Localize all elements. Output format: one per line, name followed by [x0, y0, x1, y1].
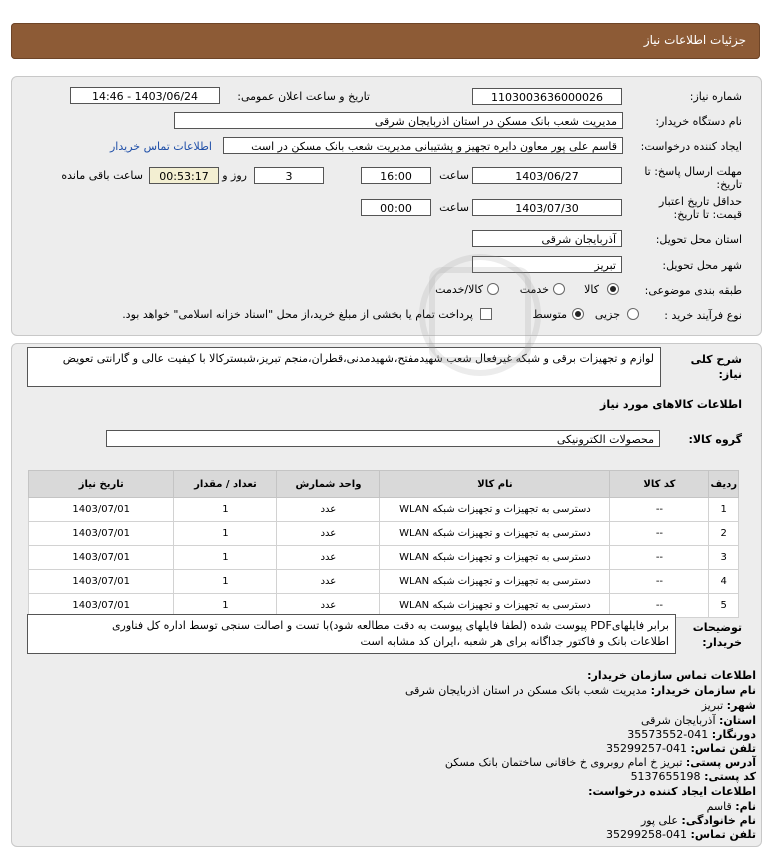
category-label: طبقه بندی موضوعی: [644, 284, 742, 297]
col-name: نام کالا [380, 471, 610, 498]
remaining-timer: 00:53:17 [149, 167, 219, 184]
buyer-notes-line2: اطلاعات بانک و فاکتور جداگانه برای هر شعبه ،ایران کد مشابه است [360, 635, 669, 648]
table-row [29, 498, 739, 522]
contact-address-label: آدرس پستی: [685, 756, 756, 769]
row-number: 5 [709, 594, 739, 618]
deadline-label-line2: تاریخ: [716, 178, 742, 191]
buyer-contact-link[interactable]: اطلاعات تماس خریدار [110, 140, 212, 153]
creator-name-label: نام: [735, 800, 756, 813]
item-name: دسترسی به تجهیزات و تجهیزات شبکه WLAN [380, 546, 610, 570]
table-row [29, 570, 739, 594]
goods-table-header [29, 471, 739, 498]
contact-province-value: آذربایجان شرقی [641, 714, 716, 727]
summary-label [691, 352, 742, 382]
item-name: دسترسی به تجهیزات و تجهیزات شبکه WLAN [380, 594, 610, 618]
buyer-notes-line1: برابر فایلهایPDF پیوست شده (لطفا فایلهای پیوست به دقت مطالعه شود)با تست و اصالت سنجی توسط اداره کل فناوری [111, 619, 669, 632]
creator-name-value: قاسم [706, 800, 732, 813]
item-date: 1403/07/01 [29, 570, 174, 594]
summary-label-line1: شرح کلی [690, 353, 742, 366]
buyer-org-field: مدیریت شعب بانک مسکن در استان اذربایجان شرقی [174, 112, 623, 129]
goods-group-label: گروه کالا: [688, 433, 742, 446]
row-number: 1 [709, 498, 739, 522]
row-number: 2 [709, 522, 739, 546]
item-name: دسترسی به تجهیزات و تجهیزات شبکه WLAN [380, 570, 610, 594]
deadline-time-label: ساعت [439, 169, 469, 182]
row-number: 4 [709, 570, 739, 594]
contact-city-value: تبریز [701, 699, 724, 712]
table-row [29, 546, 739, 570]
contact-fax-value: 041-35573552 [627, 728, 709, 741]
process-medium-label: متوسط [532, 308, 567, 321]
item-unit: عدد [277, 570, 380, 594]
process-label: نوع فرآیند خرید : [664, 309, 742, 322]
contact-postal-line [631, 770, 756, 783]
contact-postal-label: کد پستی: [704, 770, 756, 783]
validity-date-field: 1403/07/30 [472, 199, 622, 216]
item-date: 1403/07/01 [29, 498, 174, 522]
deadline-label [644, 165, 742, 191]
col-qty: تعداد / مقدار [174, 471, 277, 498]
creator-phone-line [606, 828, 756, 841]
item-qty: 1 [174, 570, 277, 594]
contact-org-value: مدیریت شعب بانک مسکن در استان اذربایجان شرقی [404, 684, 648, 697]
item-unit: عدد [277, 522, 380, 546]
item-qty: 1 [174, 522, 277, 546]
contact-phone-label: تلفن تماس: [690, 742, 756, 755]
contact-phone-value: 041-35299257 [606, 742, 688, 755]
deadline-time-field: 16:00 [361, 167, 431, 184]
col-date: تاریخ نیاز [29, 471, 174, 498]
buyer-notes-label [693, 620, 742, 650]
contact-province-label: استان: [719, 714, 756, 727]
creator-phone-value: 041-35299258 [606, 828, 688, 841]
buyer-notes-field [27, 614, 676, 654]
validity-time-field: 00:00 [361, 199, 431, 216]
page-title: جزئیات اطلاعات نیاز [643, 33, 746, 47]
item-code: -- [610, 570, 709, 594]
item-qty: 1 [174, 594, 277, 618]
category-goods-radio[interactable] [607, 283, 619, 295]
city-field: تبریز [472, 256, 622, 273]
contact-postal-value: 5137655198 [630, 770, 701, 783]
creator-phone-label: تلفن تماس: [690, 828, 756, 841]
creator-family-label: نام خانوادگی: [681, 814, 756, 827]
summary-field: لوازم و تجهیزات برقی و شبکه غیرفعال شعب شهیدمفتح،شهیدمدنی،قطران،منجم تبریز،شبسترکالا با کیفیت عالی و گارانتی تعویض [27, 347, 661, 387]
validity-label-line1: حداقل تاریخ اعتبار [658, 195, 742, 208]
city-label: شهر محل تحویل: [662, 259, 742, 272]
creator-info-title: اطلاعات ایجاد کننده درخواست: [588, 785, 756, 798]
province-field: آذربایجان شرقی [472, 230, 622, 247]
page-header [11, 23, 760, 59]
item-qty: 1 [174, 546, 277, 570]
validity-time-label: ساعت [439, 201, 469, 214]
contact-title: اطلاعات تماس سازمان خریدار: [587, 669, 756, 682]
buyer-org-label: نام دستگاه خریدار: [655, 115, 742, 128]
payment-note: پرداخت تمام یا بخشی از مبلغ خرید،از محل "اسناد خزانه اسلامی" خواهد بود. [122, 308, 473, 321]
process-partial-label: جزیی [594, 308, 620, 321]
deadline-date-field: 1403/06/27 [472, 167, 622, 184]
item-unit: عدد [277, 546, 380, 570]
contact-address-line [445, 756, 756, 769]
watermark-graphic [380, 240, 580, 390]
contact-city-label: شهر: [726, 699, 756, 712]
item-code: -- [610, 594, 709, 618]
item-date: 1403/07/01 [29, 522, 174, 546]
category-goods-label: کالا [584, 283, 599, 296]
province-label: استان محل تحویل: [655, 233, 742, 246]
days-label: روز و [222, 169, 247, 182]
buyer-notes-label-line1: توضیحات [692, 621, 742, 634]
category-service-label: خدمت [519, 283, 549, 296]
creator-name-line [707, 800, 756, 813]
process-partial-radio[interactable] [627, 308, 639, 320]
announce-label: تاریخ و ساعت اعلان عمومی: [237, 90, 370, 103]
item-name: دسترسی به تجهیزات و تجهیزات شبکه WLAN [380, 498, 610, 522]
col-code: کد کالا [610, 471, 709, 498]
col-unit: واحد شمارش [277, 471, 380, 498]
item-code: -- [610, 522, 709, 546]
item-unit: عدد [277, 594, 380, 618]
need-number-label: شماره نیاز: [689, 90, 742, 103]
goods-table [28, 470, 739, 618]
item-unit: عدد [277, 498, 380, 522]
goods-info-title: اطلاعات کالاهای مورد نیاز [600, 398, 742, 411]
item-code: -- [610, 546, 709, 570]
remaining-label: ساعت باقی مانده [61, 169, 143, 182]
validity-label-line2: قیمت: تا تاریخ: [673, 208, 742, 221]
contact-city-line [702, 699, 756, 712]
row-number: 3 [709, 546, 739, 570]
buyer-notes-label-line2: خریدار: [702, 636, 742, 649]
goods-group-field: محصولات الکترونیکی [106, 430, 660, 447]
summary-label-line2: نیاز: [718, 368, 742, 381]
contact-org-line [405, 684, 756, 697]
contact-fax-label: دورنگار: [711, 728, 756, 741]
category-goods-service-label: کالا/خدمت [435, 283, 483, 296]
item-date: 1403/07/01 [29, 594, 174, 618]
item-code: -- [610, 498, 709, 522]
creator-label: ایجاد کننده درخواست: [640, 140, 742, 153]
item-date: 1403/07/01 [29, 546, 174, 570]
contact-address-value: تبریز خ امام روبروی خ خاقانی ساختمان بانک مسکن [444, 756, 683, 769]
contact-fax-line [627, 728, 756, 741]
col-row: ردیف [709, 471, 739, 498]
validity-label [659, 195, 742, 221]
item-qty: 1 [174, 498, 277, 522]
contact-province-line [641, 714, 756, 727]
days-field: 3 [254, 167, 324, 184]
announce-field: 1403/06/24 - 14:46 [70, 87, 220, 104]
need-number-field: 1103003636000026 [472, 88, 622, 105]
contact-phone-line [606, 742, 756, 755]
item-name: دسترسی به تجهیزات و تجهیزات شبکه WLAN [380, 522, 610, 546]
creator-family-value: علی پور [640, 814, 678, 827]
table-row [29, 522, 739, 546]
deadline-label-line1: مهلت ارسال پاسخ: تا [644, 165, 742, 178]
contact-org-label: نام سازمان خریدار: [650, 684, 756, 697]
creator-family-line [641, 814, 756, 827]
creator-field: قاسم علی پور معاون دایره تجهیز و پشتیبانی مدیریت شعب بانک مسکن در است [223, 137, 623, 154]
